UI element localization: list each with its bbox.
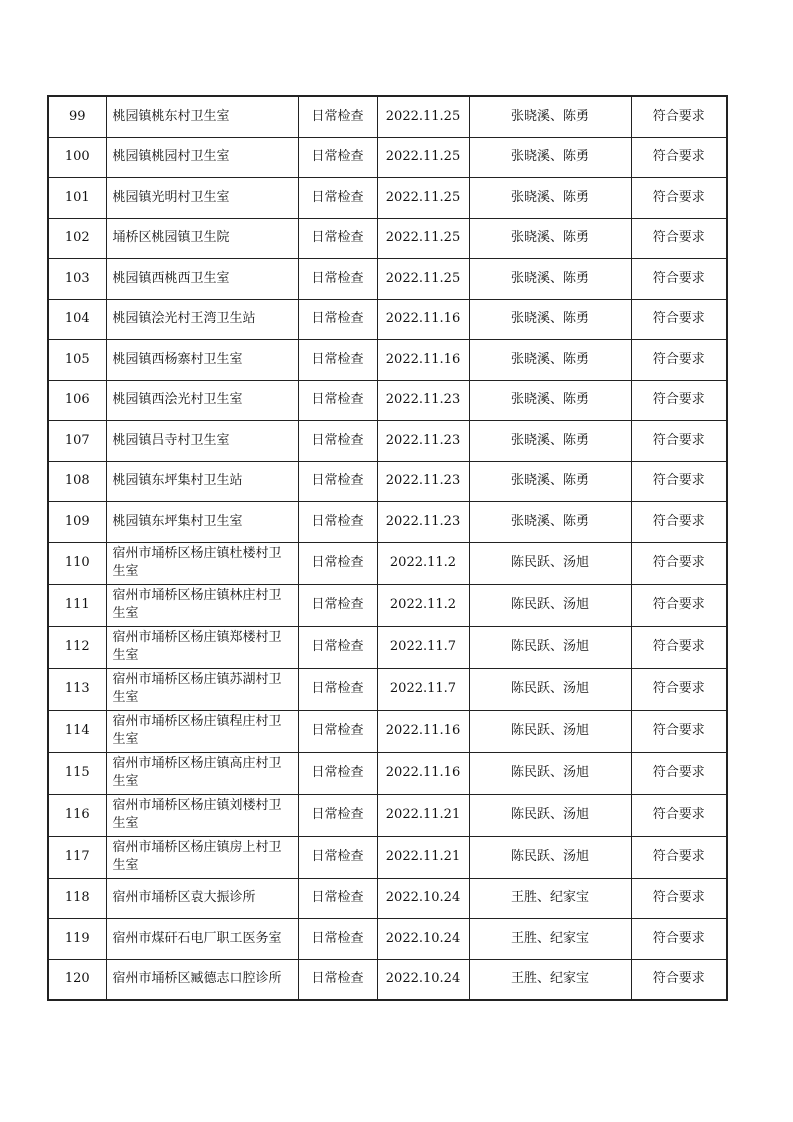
inspection-date-cell: 2022.11.23 (377, 421, 469, 462)
inspection-date-cell: 2022.11.25 (377, 96, 469, 137)
inspection-type-cell: 日常检查 (298, 178, 377, 219)
inspection-type-cell: 日常检查 (298, 380, 377, 421)
table-row (48, 542, 727, 584)
table-row (48, 794, 727, 836)
facility-name-cell: 桃园镇吕寺村卫生室 (106, 421, 298, 462)
inspection-result-cell: 符合要求 (631, 218, 727, 259)
inspection-date-cell: 2022.11.7 (377, 668, 469, 710)
table-row (48, 710, 727, 752)
inspectors-cell: 王胜、纪家宝 (469, 959, 631, 1000)
inspection-date-cell: 2022.10.24 (377, 919, 469, 960)
inspectors-cell: 张晓溪、陈勇 (469, 137, 631, 178)
inspection-type-cell: 日常检查 (298, 878, 377, 919)
inspection-type-cell: 日常检查 (298, 836, 377, 878)
inspection-result-cell: 符合要求 (631, 836, 727, 878)
inspection-type-cell: 日常检查 (298, 668, 377, 710)
table-body (48, 96, 727, 1000)
inspectors-cell: 陈民跃、汤旭 (469, 836, 631, 878)
inspection-result-cell: 符合要求 (631, 96, 727, 137)
facility-name-cell: 埇桥区桃园镇卫生院 (106, 218, 298, 259)
record-number-cell: 99 (48, 96, 106, 137)
inspection-date-cell: 2022.11.25 (377, 178, 469, 219)
inspection-result-cell: 符合要求 (631, 340, 727, 381)
inspection-result-cell: 符合要求 (631, 178, 727, 219)
record-number-cell: 115 (48, 752, 106, 794)
facility-name-cell: 宿州市埇桥区杨庄镇房上村卫生室 (106, 836, 298, 878)
record-number-cell: 118 (48, 878, 106, 919)
inspection-date-cell: 2022.11.2 (377, 584, 469, 626)
inspection-date-cell: 2022.11.25 (377, 218, 469, 259)
inspectors-cell: 张晓溪、陈勇 (469, 340, 631, 381)
facility-name-cell: 宿州市埇桥区杨庄镇刘楼村卫生室 (106, 794, 298, 836)
inspection-result-cell: 符合要求 (631, 137, 727, 178)
inspection-type-cell: 日常检查 (298, 794, 377, 836)
inspection-type-cell: 日常检查 (298, 919, 377, 960)
table-row (48, 668, 727, 710)
table-row (48, 340, 727, 381)
record-number-cell: 102 (48, 218, 106, 259)
record-number-cell: 117 (48, 836, 106, 878)
inspectors-cell: 陈民跃、汤旭 (469, 752, 631, 794)
inspectors-cell: 张晓溪、陈勇 (469, 259, 631, 300)
inspectors-cell: 张晓溪、陈勇 (469, 502, 631, 543)
table-row (48, 878, 727, 919)
inspectors-cell: 张晓溪、陈勇 (469, 421, 631, 462)
inspection-type-cell: 日常检查 (298, 137, 377, 178)
inspection-result-cell: 符合要求 (631, 421, 727, 462)
record-number-cell: 100 (48, 137, 106, 178)
table-row (48, 584, 727, 626)
record-number-cell: 116 (48, 794, 106, 836)
inspectors-cell: 王胜、纪家宝 (469, 919, 631, 960)
facility-name-cell: 桃园镇西桃西卫生室 (106, 259, 298, 300)
table-row (48, 959, 727, 1000)
record-number-cell: 106 (48, 380, 106, 421)
inspectors-cell: 张晓溪、陈勇 (469, 299, 631, 340)
record-number-cell: 112 (48, 626, 106, 668)
table-row (48, 96, 727, 137)
inspectors-cell: 陈民跃、汤旭 (469, 710, 631, 752)
inspection-type-cell: 日常检查 (298, 710, 377, 752)
table-row (48, 299, 727, 340)
facility-name-cell: 桃园镇桃园村卫生室 (106, 137, 298, 178)
facility-name-cell: 宿州市埇桥区臧德志口腔诊所 (106, 959, 298, 1000)
facility-name-cell: 宿州市埇桥区杨庄镇杜楼村卫生室 (106, 542, 298, 584)
inspectors-cell: 陈民跃、汤旭 (469, 626, 631, 668)
inspection-type-cell: 日常检查 (298, 461, 377, 502)
inspection-date-cell: 2022.11.7 (377, 626, 469, 668)
facility-name-cell: 宿州市埇桥区杨庄镇高庄村卫生室 (106, 752, 298, 794)
record-number-cell: 105 (48, 340, 106, 381)
inspectors-cell: 张晓溪、陈勇 (469, 178, 631, 219)
record-number-cell: 103 (48, 259, 106, 300)
inspection-date-cell: 2022.11.21 (377, 794, 469, 836)
inspection-result-cell: 符合要求 (631, 919, 727, 960)
record-number-cell: 111 (48, 584, 106, 626)
inspection-date-cell: 2022.11.21 (377, 836, 469, 878)
table-row (48, 421, 727, 462)
inspection-result-cell: 符合要求 (631, 710, 727, 752)
inspection-type-cell: 日常检查 (298, 752, 377, 794)
inspection-date-cell: 2022.11.23 (377, 461, 469, 502)
record-number-cell: 119 (48, 919, 106, 960)
inspection-type-cell: 日常检查 (298, 96, 377, 137)
facility-name-cell: 宿州市埇桥区袁大振诊所 (106, 878, 298, 919)
inspectors-cell: 陈民跃、汤旭 (469, 584, 631, 626)
facility-name-cell: 宿州市埇桥区杨庄镇程庄村卫生室 (106, 710, 298, 752)
inspection-type-cell: 日常检查 (298, 584, 377, 626)
inspectors-cell: 张晓溪、陈勇 (469, 461, 631, 502)
facility-name-cell: 桃园镇浍光村王湾卫生站 (106, 299, 298, 340)
table-row (48, 137, 727, 178)
facility-name-cell: 桃园镇桃东村卫生室 (106, 96, 298, 137)
inspection-result-cell: 符合要求 (631, 752, 727, 794)
inspection-result-cell: 符合要求 (631, 259, 727, 300)
facility-name-cell: 桃园镇西浍光村卫生室 (106, 380, 298, 421)
inspection-date-cell: 2022.11.16 (377, 299, 469, 340)
record-number-cell: 109 (48, 502, 106, 543)
facility-name-cell: 宿州市埇桥区杨庄镇郑楼村卫生室 (106, 626, 298, 668)
inspectors-cell: 张晓溪、陈勇 (469, 96, 631, 137)
inspectors-cell: 陈民跃、汤旭 (469, 668, 631, 710)
facility-name-cell: 桃园镇西杨寨村卫生室 (106, 340, 298, 381)
facility-name-cell: 桃园镇光明村卫生室 (106, 178, 298, 219)
record-number-cell: 104 (48, 299, 106, 340)
inspection-date-cell: 2022.11.16 (377, 752, 469, 794)
inspection-result-cell: 符合要求 (631, 794, 727, 836)
facility-name-cell: 宿州市煤矸石电厂职工医务室 (106, 919, 298, 960)
inspection-date-cell: 2022.10.24 (377, 959, 469, 1000)
record-number-cell: 101 (48, 178, 106, 219)
inspection-date-cell: 2022.11.16 (377, 710, 469, 752)
inspection-date-cell: 2022.10.24 (377, 878, 469, 919)
facility-name-cell: 桃园镇东坪集村卫生站 (106, 461, 298, 502)
table-row (48, 626, 727, 668)
table-row (48, 259, 727, 300)
facility-name-cell: 宿州市埇桥区杨庄镇林庄村卫生室 (106, 584, 298, 626)
inspection-type-cell: 日常检查 (298, 218, 377, 259)
record-number-cell: 107 (48, 421, 106, 462)
inspection-type-cell: 日常检查 (298, 959, 377, 1000)
table-row (48, 461, 727, 502)
inspection-result-cell: 符合要求 (631, 461, 727, 502)
record-number-cell: 120 (48, 959, 106, 1000)
inspection-result-cell: 符合要求 (631, 626, 727, 668)
inspection-result-cell: 符合要求 (631, 542, 727, 584)
facility-name-cell: 宿州市埇桥区杨庄镇苏湖村卫生室 (106, 668, 298, 710)
inspection-result-cell: 符合要求 (631, 959, 727, 1000)
table-row (48, 836, 727, 878)
inspection-type-cell: 日常检查 (298, 421, 377, 462)
inspectors-cell: 陈民跃、汤旭 (469, 794, 631, 836)
inspection-date-cell: 2022.11.16 (377, 340, 469, 381)
record-number-cell: 113 (48, 668, 106, 710)
record-number-cell: 108 (48, 461, 106, 502)
inspection-date-cell: 2022.11.25 (377, 259, 469, 300)
inspection-records-table (47, 95, 728, 1001)
inspection-type-cell: 日常检查 (298, 502, 377, 543)
inspectors-cell: 陈民跃、汤旭 (469, 542, 631, 584)
inspection-date-cell: 2022.11.23 (377, 380, 469, 421)
inspection-date-cell: 2022.11.2 (377, 542, 469, 584)
inspection-result-cell: 符合要求 (631, 502, 727, 543)
table-row (48, 919, 727, 960)
record-number-cell: 110 (48, 542, 106, 584)
table-row (48, 218, 727, 259)
inspection-type-cell: 日常检查 (298, 259, 377, 300)
table-row (48, 380, 727, 421)
inspectors-cell: 张晓溪、陈勇 (469, 218, 631, 259)
inspection-type-cell: 日常检查 (298, 542, 377, 584)
inspection-type-cell: 日常检查 (298, 340, 377, 381)
facility-name-cell: 桃园镇东坪集村卫生室 (106, 502, 298, 543)
inspection-result-cell: 符合要求 (631, 878, 727, 919)
inspection-date-cell: 2022.11.25 (377, 137, 469, 178)
record-number-cell: 114 (48, 710, 106, 752)
table-row (48, 178, 727, 219)
inspection-type-cell: 日常检查 (298, 626, 377, 668)
table-row (48, 502, 727, 543)
inspectors-cell: 张晓溪、陈勇 (469, 380, 631, 421)
inspection-type-cell: 日常检查 (298, 299, 377, 340)
inspection-result-cell: 符合要求 (631, 668, 727, 710)
inspectors-cell: 王胜、纪家宝 (469, 878, 631, 919)
inspection-result-cell: 符合要求 (631, 380, 727, 421)
table-row (48, 752, 727, 794)
inspection-result-cell: 符合要求 (631, 299, 727, 340)
inspection-date-cell: 2022.11.23 (377, 502, 469, 543)
inspection-result-cell: 符合要求 (631, 584, 727, 626)
